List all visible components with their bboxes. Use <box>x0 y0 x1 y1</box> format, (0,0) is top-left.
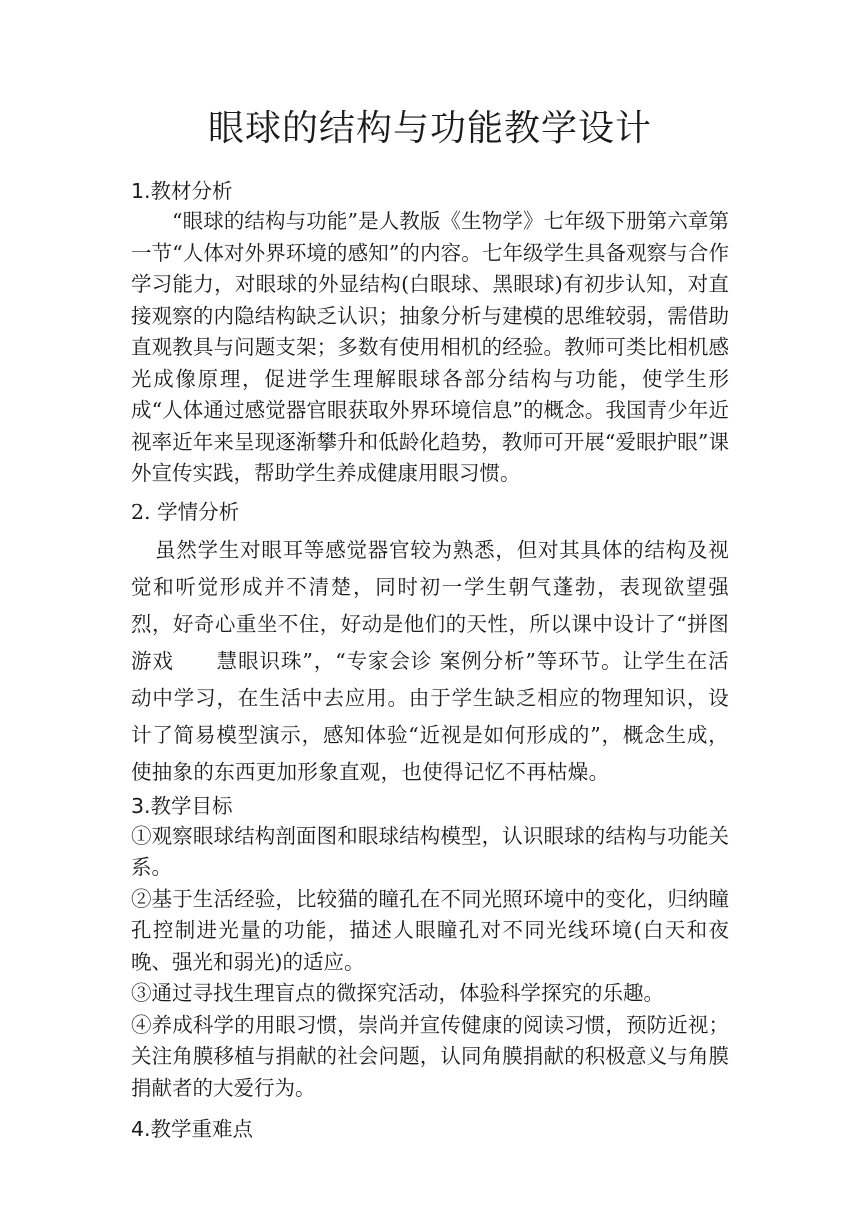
section-heading-student-analysis: 2. 学情分析 <box>131 499 240 524</box>
section-heading-key-points: 4.教学重难点 <box>131 1117 254 1141</box>
goal-item-4: ④养成科学的用眼习惯，崇尚并宣传健康的阅读习惯，预防近视；关注角膜移植与捐献的社会问题，认同角膜捐献的积极意义与角膜捐献者的大爱行为。 <box>131 1012 729 1100</box>
goal-item-2: ②基于生活经验，比较猫的瞳孔在不同光照环境中的变化，归纳瞳孔控制进光量的功能，描述人眼瞳孔对不同光线环境(白天和夜晚、强光和弱光)的适应。 <box>131 886 729 974</box>
document-title: 眼球的结构与功能教学设计 <box>207 108 652 149</box>
goal-item-1: ①观察眼球结构剖面图和眼球结构模型，认识眼球的结构与功能关系。 <box>131 823 729 879</box>
section-heading-textbook-analysis: 1.教材分析 <box>131 179 233 203</box>
paragraph-student-analysis: 虽然学生对眼耳等感觉器官较为熟悉，但对其具体的结构及视觉和听觉形成并不清楚，同时初一学生朝气蓬勃，表现欲望强烈，好奇心重坐不住，好动是他们的天性，所以课中设计了“拼图游戏 慧眼识珠”，“专家会诊 案例分析”等环节。让学生在活动中学习，在生活中去应用。由于学生缺乏相应的物理知识，设计了简易模型演示，感知体验“近视是如何形成的”，概念生成，使抽象的东西更加形象直观，也使得记忆不再枯燥。 <box>131 537 729 784</box>
goal-item-3: ③通过寻找生理盲点的微探究活动，体验科学探究的乐趣。 <box>131 981 664 1005</box>
paragraph-textbook-analysis: “眼球的结构与功能”是人教版《生物学》七年级下册第六章第一节“人体对外界环境的感知”的内容。七年级学生具备观察与合作学习能力，对眼球的外显结构(白眼球、黑眼球)有初步认知，对直接观察的内隐结构缺乏认识；抽象分析与建模的思维较弱，需借助直观教具与问题支架；多数有使用相机的经验。教师可类比相机感光成像原理，促进学生理解眼球各部分结构与功能，使学生形成“人体通过感觉器官眼获取外界环境信息”的概念。我国青少年近视率近年来呈现逐渐攀升和低龄化趋势，教师可开展“爱眼护眼”课外宣传实践，帮助学生养成健康用眼习惯。 <box>131 209 729 485</box>
section-heading-teaching-goals: 3.教学目标 <box>131 793 233 818</box>
document-body <box>131 176 729 1144</box>
